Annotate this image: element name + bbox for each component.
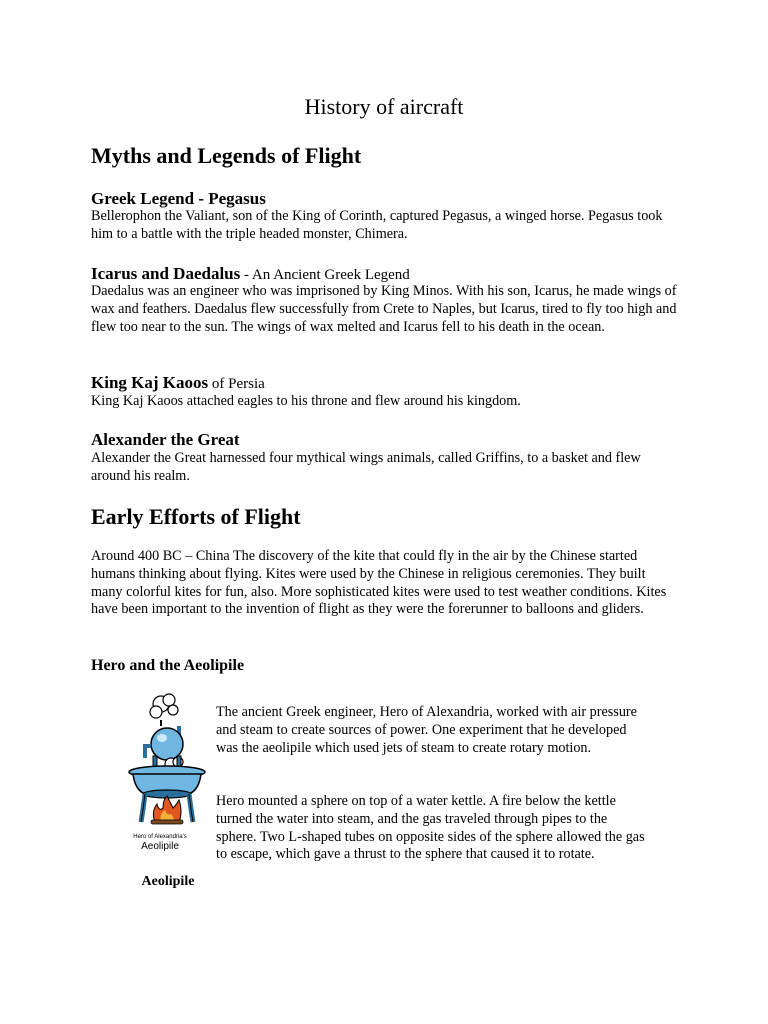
kite-text: Around 400 BC – China The discovery of the kite that could fly in the air by the Chinese started humans thinking about flying. Kites were used by the Chinese in religious ceremonies. They built many colorful kites for fun, also. More sophisticated kites were used to test weather conditions. Kites have been important to the invention of flight as they were the forerunner to balloons and gliders. [91, 548, 667, 618]
alexander-text: Alexander the Great harnessed four mythical wings animals, called Griffins, to a basket and flew around his realm. [91, 450, 641, 484]
figure-label: Aeolipile [141, 841, 179, 852]
kaj-kaoos-heading-suffix: of Persia [208, 376, 265, 392]
figure-small-label: Hero of Alexandria's [133, 834, 187, 840]
pegasus-heading: Greek Legend - Pegasus [91, 189, 266, 208]
aeolipile-illustration [121, 690, 213, 860]
hero-heading: Hero and the Aeolipile [91, 657, 245, 674]
icarus-heading: Icarus and Daedalus - An Ancient Greek Legend [91, 264, 410, 283]
figure-caption: Aeolipile [141, 874, 195, 889]
kaj-kaoos-text: King Kaj Kaoos attached eagles to his throne and flew around his kingdom. [91, 393, 521, 409]
myths-heading: Myths and Legends of Flight [91, 143, 362, 168]
pegasus-text: Bellerophon the Valiant, son of the King of Corinth, captured Pegasus, a winged horse. Pegasus took him to a battle with the triple headed monster, Chimera. [91, 208, 663, 242]
hero-paragraph-2: Hero mounted a sphere on top of a water kettle. A fire below the kettle turned the water into steam, and the gas traveled through pipes to the sphere. Two L-shaped tubes on opposite sides of the sphere allowed the gas to escape, which gave a thrust to the sphere that caused it to rotate. [216, 793, 645, 863]
icarus-heading-suffix: - An Ancient Greek Legend [240, 267, 410, 283]
early-efforts-heading: Early Efforts of Flight [91, 504, 301, 529]
icarus-text: Daedalus was an engineer who was imprisoned by King Minos. With his son, Icarus, he made wings of wax and feathers. Daedalus flew successfully from Crete to Naples, but Icarus, tired to fly too high and flew too near to the sun. The wings of wax melted and Icarus fell to his death in the ocean. [91, 283, 677, 335]
alexander-heading: Alexander the Great [91, 430, 240, 449]
kaj-kaoos-heading: King Kaj Kaoos of Persia [91, 373, 265, 392]
document-title: History of aircraft [304, 94, 464, 119]
hero-paragraph-1: The ancient Greek engineer, Hero of Alexandria, worked with air pressure and steam to create sources of power. One experiment that he developed was the aeolipile which used jets of steam to create rotary motion. [216, 704, 637, 756]
